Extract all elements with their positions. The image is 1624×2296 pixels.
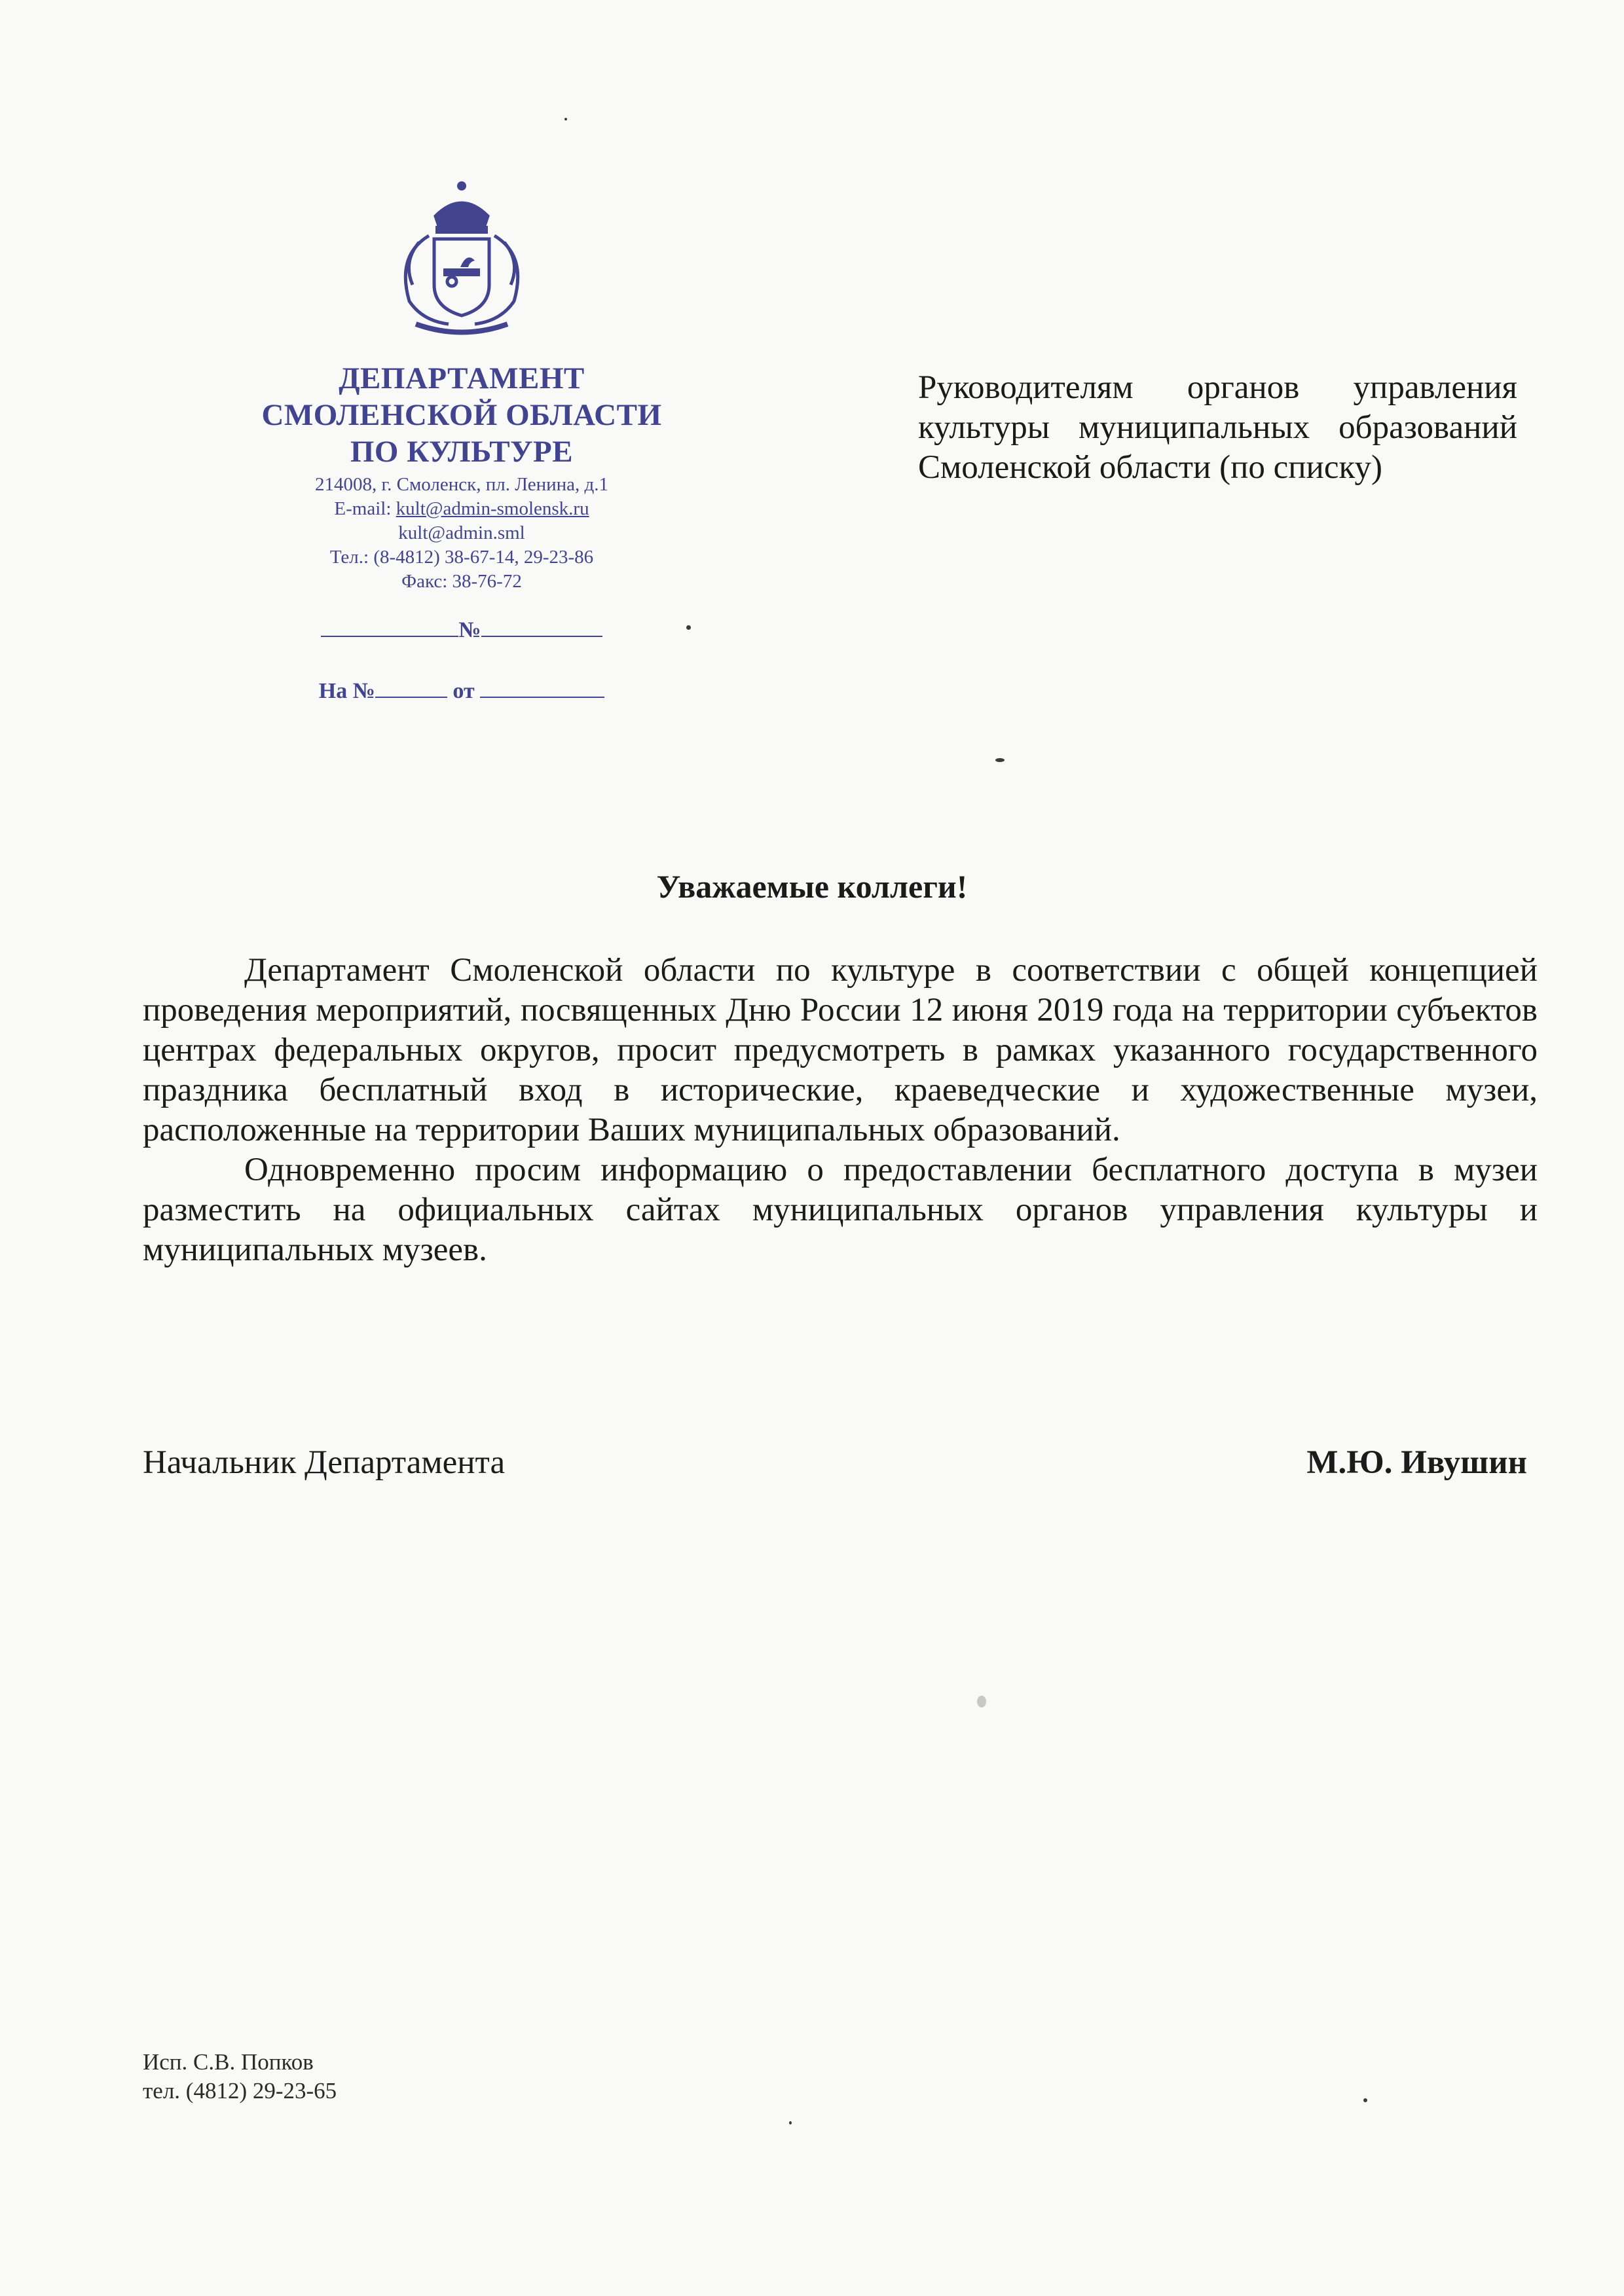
body-paragraph-1: Департамент Смоленской области по культуре в соответствии с общей концепцией проведения мероприятий, посвященных Дню России 12 июня 2019 года на территории субъектов центрах федеральных округов, просит предусмотреть в рамках указанного государственного праздника бесплатный вход в исторические, краеведческие и художественные музеи, расположенные на территории Ваших муниципальных образований.	[143, 952, 1538, 1148]
reply-prefix: На №	[318, 679, 375, 703]
addressee: Руководителям органов управления культуры муниципальных образований Смоленской области (по списку)	[918, 369, 1517, 486]
executor-name: Исп. С.В. Попков	[143, 2049, 314, 2075]
salutation: Уважаемые коллеги!	[656, 868, 968, 905]
phone-line: Тел.: (8-4812) 38-67-14, 29-23-86	[329, 547, 594, 568]
scan-speck	[564, 118, 567, 120]
scan-speck	[789, 2121, 792, 2124]
smolensk-coat-of-arms-icon	[383, 177, 540, 340]
scan-speck	[977, 1696, 986, 1707]
scan-speck	[995, 758, 1005, 762]
department-name-line2: СМОЛЕНСКОЙ ОБЛАСТИ	[261, 398, 662, 432]
signatory-position: Начальник Департамента	[143, 1444, 506, 1481]
contact-block	[183, 473, 740, 594]
reply-from: от	[452, 679, 475, 703]
date-blank	[321, 616, 458, 637]
reply-date-blank	[480, 677, 604, 698]
email-label: E-mail:	[334, 498, 396, 519]
letter-body	[143, 951, 1538, 1270]
registration-line	[183, 616, 740, 643]
email-line	[183, 497, 740, 521]
signatory-name: М.Ю. Ивушин	[1306, 1444, 1527, 1481]
number-sign: №	[458, 618, 481, 642]
number-blank	[481, 616, 602, 637]
fax-line: Факс: 38-76-72	[401, 571, 522, 592]
address-line: 214008, г. Смоленск, пл. Ленина, д.1	[314, 474, 609, 495]
email-link[interactable]: kult@admin-smolensk.ru	[396, 498, 589, 519]
reply-number-blank	[375, 677, 447, 698]
body-paragraph-2: Одновременно просим информацию о предоставлении бесплатного доступа в музеи разместить на официальных сайтах муниципальных органов управления культуры и муниципальных музеев.	[143, 1152, 1538, 1268]
scan-speck	[686, 625, 691, 630]
department-name-line1: ДЕПАРТАМЕНТ	[339, 361, 585, 395]
executor-phone: тел. (4812) 29-23-65	[143, 2078, 337, 2104]
reply-reference-line	[183, 677, 740, 704]
executor-block	[143, 2048, 337, 2105]
email-secondary: kult@admin.sml	[398, 522, 525, 543]
letterhead	[183, 177, 740, 704]
scan-speck	[1363, 2098, 1367, 2102]
department-name-line3: ПО КУЛЬТУРЕ	[350, 435, 574, 469]
